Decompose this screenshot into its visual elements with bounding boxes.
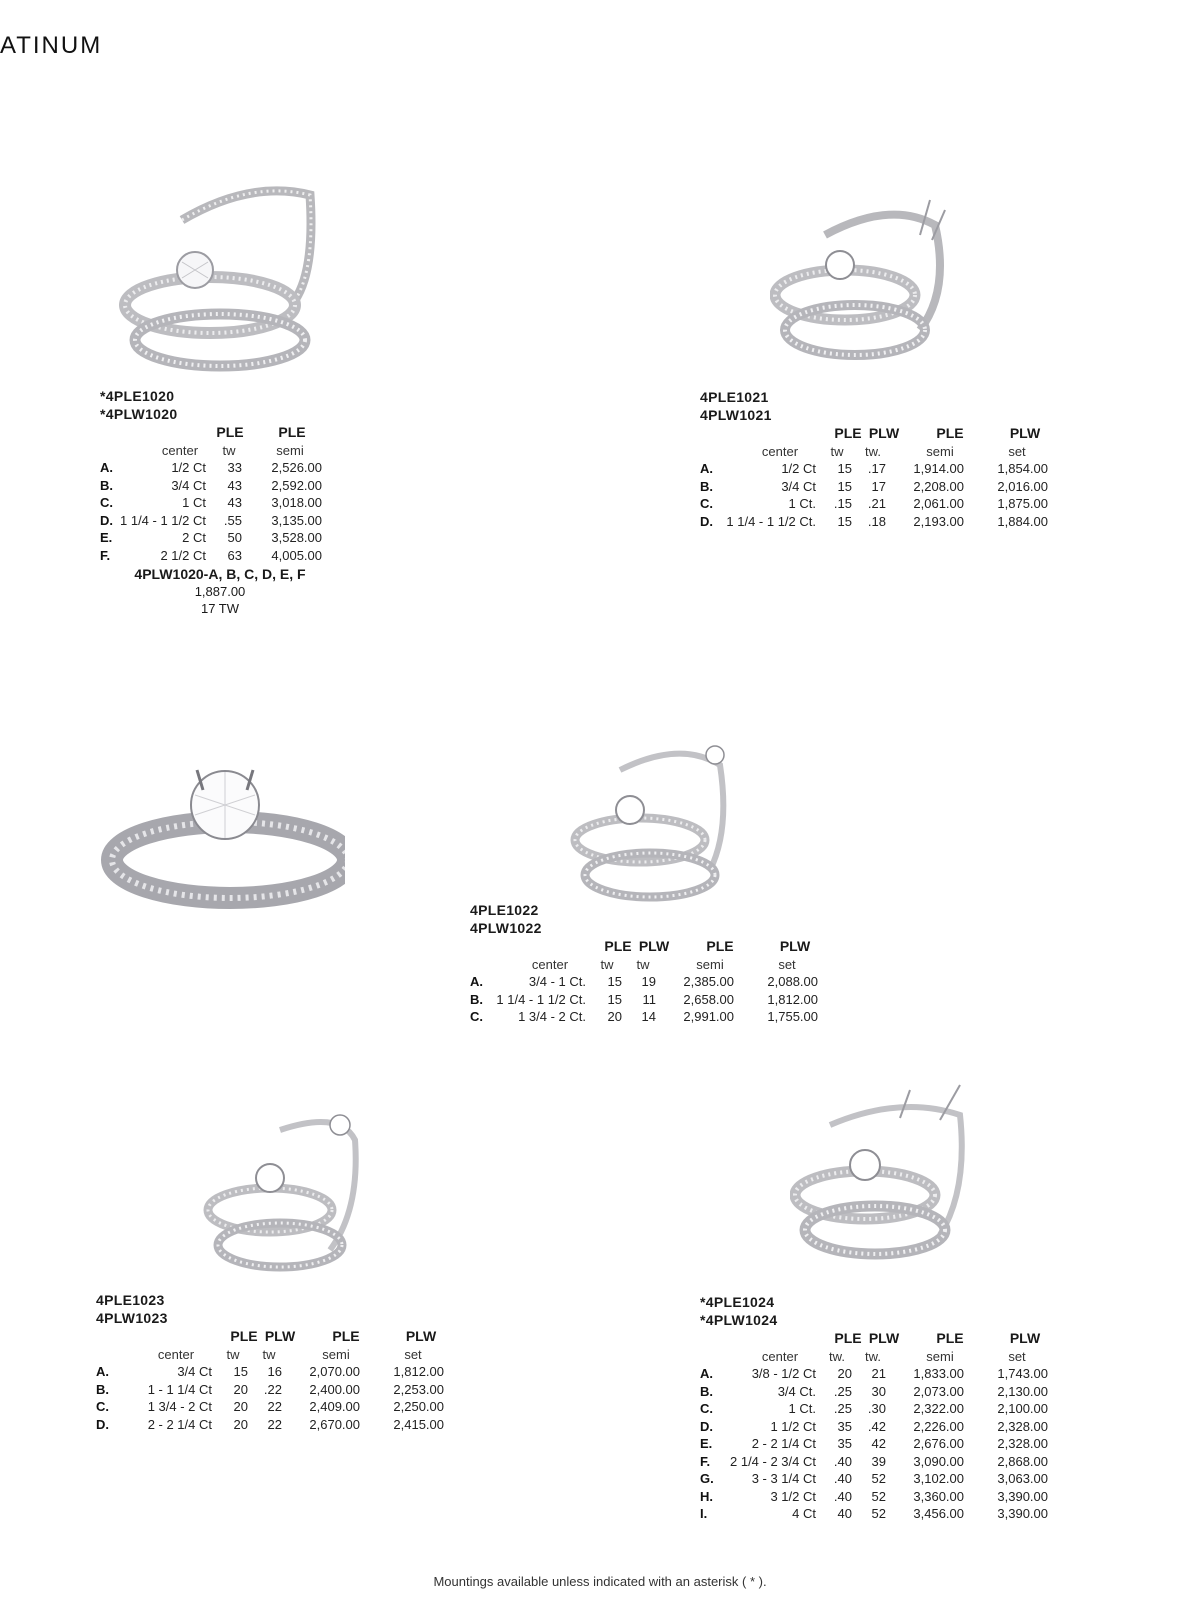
row-label: D. <box>700 513 713 529</box>
row-label: C. <box>96 1399 109 1414</box>
ple-semi-price: 3,528.00 <box>271 530 322 545</box>
ple-tw: 35 <box>837 1436 852 1451</box>
ring-image-feature <box>95 740 345 920</box>
sku-primary: 4PLE1021 <box>700 389 769 405</box>
ple-semi-price: 2,400.00 <box>309 1381 360 1397</box>
column-unit-header <box>96 1346 456 1364</box>
row-label: B. <box>100 477 113 493</box>
center-size: 1 1/4 - 1 1/2 Ct <box>120 512 206 528</box>
row-label: B. <box>96 1381 109 1397</box>
row-label: A. <box>470 974 483 989</box>
table-row <box>96 1381 456 1399</box>
plw-set-price: 3,390.00 <box>997 1506 1048 1521</box>
row-label: E. <box>700 1436 713 1451</box>
ple-tw: 20 <box>233 1381 248 1397</box>
center-size: 2 - 2 1/4 Ct <box>751 1436 816 1451</box>
plw-set-price: 2,415.00 <box>393 1416 444 1432</box>
ring-image-1021 <box>770 180 990 380</box>
column-unit-header <box>700 443 1060 461</box>
center-size: 1/2 Ct <box>171 460 206 475</box>
ring-image-1024 <box>790 1070 990 1270</box>
sku-secondary: 4PLW1021 <box>700 407 772 423</box>
row-label: E. <box>100 530 113 545</box>
row-label: A. <box>700 1366 713 1381</box>
row-label: B. <box>700 478 713 494</box>
center-size: 1 3/4 - 2 Ct. <box>518 1009 586 1024</box>
plw-tw: 52 <box>871 1471 886 1486</box>
plw-tw: 21 <box>871 1366 886 1381</box>
table-row <box>700 478 1060 496</box>
row-label: A. <box>96 1364 109 1379</box>
ple-semi-price: 2,592.00 <box>271 477 322 493</box>
ple-semi-price: 2,385.00 <box>683 974 734 989</box>
table-row <box>470 1008 830 1026</box>
center-size: 2 Ct <box>182 530 206 545</box>
row-label: D. <box>100 512 113 528</box>
plw-set-price: 2,868.00 <box>997 1453 1048 1469</box>
row-label: D. <box>700 1418 713 1434</box>
row-label: B. <box>470 991 483 1007</box>
column-metal-label: PLW <box>638 938 670 954</box>
ple-semi-price: 2,322.00 <box>913 1401 964 1416</box>
ring-image-1023 <box>200 1100 380 1280</box>
plw-set-price: 1,854.00 <box>997 461 1048 476</box>
column-metal-label: PLW <box>264 1328 296 1344</box>
column-group-header <box>100 424 360 442</box>
sku-primary: 4PLE1023 <box>96 1292 165 1308</box>
ring-image-1020 <box>110 150 330 380</box>
column-metal-label: PLE <box>332 1328 360 1344</box>
plw-set-price: 1,812.00 <box>767 991 818 1007</box>
column-metal-label: PLW <box>868 425 900 441</box>
subnote-1020 <box>100 566 340 617</box>
plw-tw: 52 <box>871 1506 886 1521</box>
ple-semi-price: 2,670.00 <box>309 1416 360 1432</box>
column-unit-label: semi <box>696 956 724 972</box>
ple-tw: 15 <box>837 478 852 494</box>
center-size: 1 1/2 Ct <box>770 1418 816 1434</box>
ple-semi-price: 2,658.00 <box>683 991 734 1007</box>
center-size: 3 - 3 1/4 Ct <box>751 1471 816 1486</box>
ple-tw: .55 <box>223 512 242 528</box>
column-metal-label: PLW <box>1009 1330 1041 1346</box>
center-size: 1 3/4 - 2 Ct <box>147 1399 212 1414</box>
column-unit-label: set <box>1008 1348 1026 1364</box>
column-metal-label: PLE <box>278 424 306 440</box>
column-unit-label: center <box>157 1346 195 1362</box>
footer-note: Mountings available unless indicated with an asterisk ( * ). <box>433 1574 767 1589</box>
plw-set-price: 1,755.00 <box>767 1009 818 1024</box>
center-size: 3/4 Ct. <box>777 1383 816 1399</box>
ple-semi-price: 2,061.00 <box>913 496 964 511</box>
ple-tw: .15 <box>833 496 852 511</box>
plw-set-price: 2,088.00 <box>767 974 818 989</box>
plw-tw: 39 <box>871 1453 886 1469</box>
plw-set-price: 2,253.00 <box>393 1381 444 1397</box>
column-group-header <box>700 425 1060 443</box>
column-metal-label: PLW <box>868 1330 900 1346</box>
sku-primary: *4PLE1024 <box>700 1294 775 1310</box>
ple-semi-price: 2,073.00 <box>913 1383 964 1399</box>
center-size: 1 - 1 1/4 Ct <box>147 1381 212 1397</box>
plw-set-price: 2,328.00 <box>997 1418 1048 1434</box>
column-group-header <box>700 1330 1060 1348</box>
column-metal-label: PLE <box>936 425 964 441</box>
table-row <box>700 1470 1060 1488</box>
spec-block-1024 <box>700 1294 1060 1523</box>
ple-tw: 15 <box>837 513 852 529</box>
plw-set-price: 1,743.00 <box>997 1366 1048 1381</box>
row-label: I. <box>700 1506 708 1521</box>
center-size: 3 1/2 Ct <box>770 1488 816 1504</box>
ple-tw: .25 <box>833 1401 852 1416</box>
center-size: 3/4 Ct <box>177 1364 212 1379</box>
column-unit-label: center <box>531 956 569 972</box>
ple-tw: .40 <box>833 1488 852 1504</box>
plw-tw: 16 <box>267 1364 282 1379</box>
table-row <box>100 494 360 512</box>
table-row <box>100 477 360 495</box>
column-unit-label: semi <box>926 1348 954 1364</box>
column-unit-label: center <box>761 1348 799 1364</box>
center-size: 3/8 - 1/2 Ct <box>751 1366 816 1381</box>
spec-block-1023 <box>96 1292 456 1433</box>
ple-semi-price: 3,360.00 <box>913 1488 964 1504</box>
column-metal-label: PLE <box>604 938 632 954</box>
center-size: 3/4 Ct <box>171 477 206 493</box>
ple-tw: 20 <box>233 1399 248 1414</box>
plw-set-price: 1,812.00 <box>393 1364 444 1379</box>
column-group-header <box>96 1328 456 1346</box>
ple-semi-price: 1,914.00 <box>913 461 964 476</box>
plw-tw: .22 <box>263 1381 282 1397</box>
ple-semi-price: 2,409.00 <box>309 1399 360 1414</box>
column-metal-label: PLE <box>706 938 734 954</box>
plw-set-price: 1,875.00 <box>997 496 1048 511</box>
center-size: 1/2 Ct <box>781 461 816 476</box>
ple-tw: 15 <box>607 991 622 1007</box>
column-unit-header <box>470 956 830 974</box>
column-unit-label: semi <box>926 443 954 459</box>
plw-tw: 14 <box>641 1009 656 1024</box>
ple-semi-price: 2,226.00 <box>913 1418 964 1434</box>
table-row <box>470 991 830 1009</box>
ple-semi-price: 2,526.00 <box>271 460 322 475</box>
row-label: G. <box>700 1471 714 1486</box>
plw-set-price: 2,328.00 <box>997 1436 1048 1451</box>
column-unit-label: set <box>1008 443 1026 459</box>
center-size: 1 1/4 - 1 1/2 Ct. <box>496 991 586 1007</box>
ple-tw: 40 <box>837 1506 852 1521</box>
ple-tw: 43 <box>227 477 242 493</box>
plw-set-price: 3,390.00 <box>997 1488 1048 1504</box>
page-title: ATINUM <box>0 32 103 59</box>
plw-set-price: 3,063.00 <box>997 1471 1048 1486</box>
column-metal-label: PLE <box>834 425 862 441</box>
column-unit-label: center <box>761 443 799 459</box>
ple-tw: 15 <box>233 1364 248 1379</box>
column-unit-header <box>700 1348 1060 1366</box>
sku-primary: 4PLE1022 <box>470 902 539 918</box>
column-unit-label: center <box>161 442 199 458</box>
table-row <box>96 1398 456 1416</box>
table-row <box>100 459 360 477</box>
spec-block-1021 <box>700 389 1060 530</box>
ple-semi-price: 3,102.00 <box>913 1471 964 1486</box>
sku-secondary: 4PLW1023 <box>96 1310 168 1326</box>
column-metal-label: PLE <box>936 1330 964 1346</box>
plw-tw: 17 <box>871 478 886 494</box>
row-label: C. <box>700 1401 713 1416</box>
column-unit-label: tw <box>262 1346 276 1362</box>
column-metal-label: PLE <box>216 424 244 440</box>
ple-tw: 20 <box>233 1416 248 1432</box>
column-unit-label: set <box>778 956 796 972</box>
table-row <box>100 529 360 547</box>
plw-tw: .42 <box>867 1418 886 1434</box>
column-unit-label: tw <box>636 956 650 972</box>
ple-tw: 20 <box>837 1366 852 1381</box>
table-row <box>700 460 1060 478</box>
table-row <box>700 1400 1060 1418</box>
ple-tw: 20 <box>607 1009 622 1024</box>
column-unit-label: semi <box>322 1346 350 1362</box>
row-label: F. <box>700 1453 711 1469</box>
row-label: C. <box>700 496 713 511</box>
center-size: 2 1/2 Ct <box>160 547 206 563</box>
plw-tw: 42 <box>871 1436 886 1451</box>
plw-set-price: 2,250.00 <box>393 1399 444 1414</box>
plw-tw: 22 <box>267 1399 282 1414</box>
plw-tw: .21 <box>867 496 886 511</box>
center-size: 3/4 - 1 Ct. <box>528 974 586 989</box>
plw-tw: 22 <box>267 1416 282 1432</box>
sku-secondary: 4PLW1022 <box>470 920 542 936</box>
ple-tw: 43 <box>227 495 242 510</box>
ple-tw: 33 <box>227 460 242 475</box>
table-row <box>700 495 1060 513</box>
column-unit-label: tw <box>830 443 844 459</box>
ple-tw: 35 <box>837 1418 852 1434</box>
subnote-title: 4PLW1020-A, B, C, D, E, F <box>134 566 306 582</box>
spec-block-1022 <box>470 902 830 1026</box>
center-size: 1 1/4 - 1 1/2 Ct. <box>726 513 816 529</box>
column-metal-label: PLE <box>230 1328 258 1344</box>
ple-tw: 15 <box>837 461 852 476</box>
sku-secondary: *4PLW1020 <box>100 406 178 422</box>
column-metal-label: PLW <box>1009 425 1041 441</box>
plw-tw: 52 <box>871 1488 886 1504</box>
ple-semi-price: 3,135.00 <box>271 512 322 528</box>
center-size: 4 Ct <box>792 1506 816 1521</box>
ple-semi-price: 2,193.00 <box>913 513 964 529</box>
column-unit-label: tw. <box>829 1348 845 1364</box>
ple-semi-price: 3,456.00 <box>913 1506 964 1521</box>
table-row <box>470 973 830 991</box>
ple-semi-price: 3,018.00 <box>271 495 322 510</box>
column-metal-label: PLW <box>779 938 811 954</box>
table-row <box>700 1488 1060 1506</box>
ple-semi-price: 2,676.00 <box>913 1436 964 1451</box>
plw-tw: .17 <box>867 461 886 476</box>
table-row <box>100 512 360 530</box>
table-row <box>96 1363 456 1381</box>
row-label: B. <box>700 1383 713 1399</box>
center-size: 1 Ct <box>182 495 206 510</box>
sku-secondary: *4PLW1024 <box>700 1312 778 1328</box>
center-size: 3/4 Ct <box>781 478 816 494</box>
sku-primary: *4PLE1020 <box>100 388 175 404</box>
ple-tw: 63 <box>227 547 242 563</box>
table-row <box>700 1453 1060 1471</box>
ple-tw: 15 <box>607 974 622 989</box>
spec-block-1020 <box>100 388 360 564</box>
ple-semi-price: 4,005.00 <box>271 547 322 563</box>
center-size: 2 1/4 - 2 3/4 Ct <box>730 1453 816 1469</box>
table-row <box>700 1505 1060 1523</box>
plw-set-price: 2,016.00 <box>997 478 1048 494</box>
column-unit-header <box>100 442 360 460</box>
table-row <box>700 513 1060 531</box>
ple-semi-price: 2,991.00 <box>683 1009 734 1024</box>
ring-image-1022 <box>570 730 770 910</box>
plw-set-price: 1,884.00 <box>997 513 1048 529</box>
subnote-tw: 17 TW <box>200 601 240 616</box>
plw-set-price: 2,130.00 <box>997 1383 1048 1399</box>
ple-tw: .25 <box>833 1383 852 1399</box>
column-unit-label: tw. <box>865 443 881 459</box>
column-unit-label: tw <box>222 442 236 458</box>
row-label: D. <box>96 1416 109 1432</box>
plw-tw: 19 <box>641 974 656 989</box>
row-label: C. <box>470 1009 483 1024</box>
table-row <box>96 1416 456 1434</box>
row-label: H. <box>700 1488 713 1504</box>
table-row <box>700 1435 1060 1453</box>
plw-set-price: 2,100.00 <box>997 1401 1048 1416</box>
ple-tw: .40 <box>833 1471 852 1486</box>
table-row <box>700 1418 1060 1436</box>
center-size: 1 Ct. <box>788 1401 816 1416</box>
column-unit-label: set <box>404 1346 422 1362</box>
row-label: A. <box>100 460 113 475</box>
center-size: 1 Ct. <box>788 496 816 511</box>
row-label: F. <box>100 547 111 563</box>
ple-semi-price: 3,090.00 <box>913 1453 964 1469</box>
column-group-header <box>470 938 830 956</box>
row-label: A. <box>700 461 713 476</box>
table-row <box>700 1365 1060 1383</box>
column-metal-label: PLW <box>405 1328 437 1344</box>
table-row <box>700 1383 1060 1401</box>
column-unit-label: tw <box>600 956 614 972</box>
ple-tw: 50 <box>227 530 242 545</box>
row-label: C. <box>100 495 113 510</box>
plw-tw: .30 <box>867 1401 886 1416</box>
subnote-price: 1,887.00 <box>194 584 246 599</box>
ple-tw: .40 <box>833 1453 852 1469</box>
plw-tw: 11 <box>642 991 656 1007</box>
column-unit-label: semi <box>276 442 304 458</box>
center-size: 2 - 2 1/4 Ct <box>147 1416 212 1432</box>
table-row <box>100 547 360 565</box>
column-unit-label: tw <box>226 1346 240 1362</box>
ple-semi-price: 1,833.00 <box>913 1366 964 1381</box>
plw-tw: 30 <box>871 1383 886 1399</box>
ple-semi-price: 2,208.00 <box>913 478 964 494</box>
column-metal-label: PLE <box>834 1330 862 1346</box>
column-unit-label: tw. <box>865 1348 881 1364</box>
ple-semi-price: 2,070.00 <box>309 1364 360 1379</box>
plw-tw: .18 <box>867 513 886 529</box>
